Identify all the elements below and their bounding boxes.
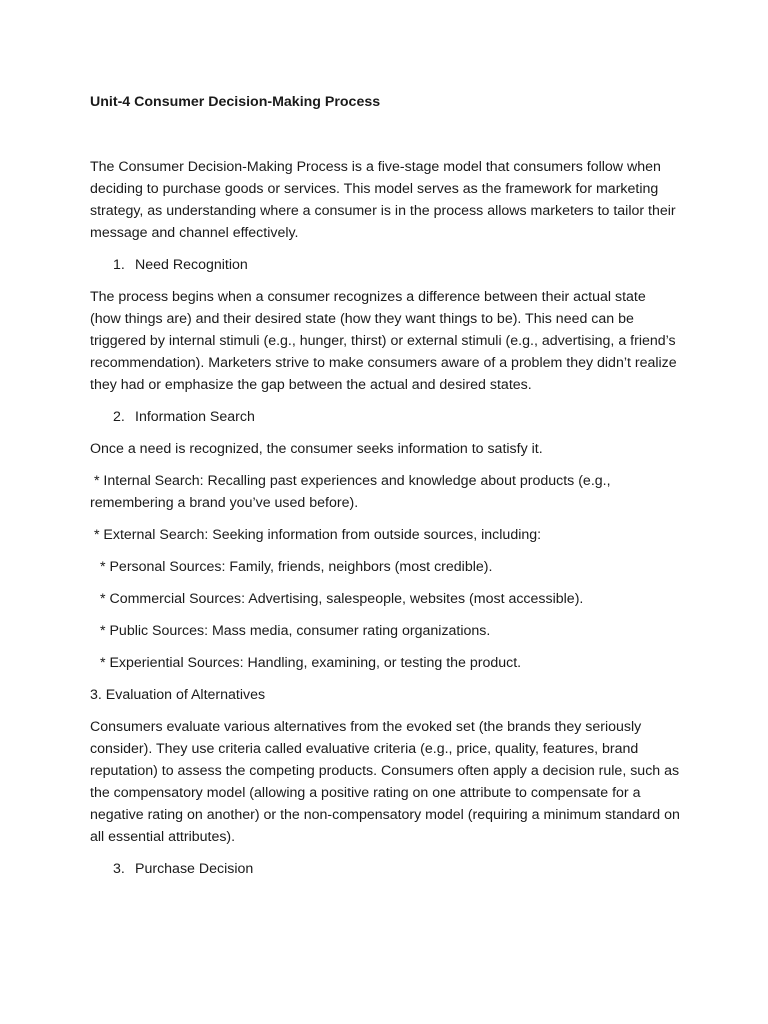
stage-3-heading: 3. Evaluation of Alternatives [90,687,266,703]
stage-1-heading [90,254,680,276]
stage-3-body: Consumers evaluate various alternatives from the evoked set (the brands they seriously consider). They use criteria called evaluative criteria (e.g., price, quality, features, brand reputation) to assess the competing products. Consumers often apply a decision rule, such as the compensatory model (allowing a positive rating on one attribute to compensate for a negative rating on another) or the non-compensatory model (requiring a minimum standard on all essential attributes). [90,719,680,845]
source-commercial: * Commercial Sources: Advertising, salespeople, websites (most accessible). [100,591,584,607]
stage-2-number: 2. [113,409,125,425]
source-public: * Public Sources: Mass media, consumer rating organizations. [100,623,491,639]
stage-4-heading [90,858,680,880]
stage-4-number: 3. [113,861,125,877]
document-page [90,92,680,890]
source-personal: * Personal Sources: Family, friends, neighbors (most credible). [100,559,493,575]
stage-2-title: Information Search [135,409,255,425]
stage-2-body: Once a need is recognized, the consumer seeks information to satisfy it. [90,441,543,457]
stage-2-heading [90,406,680,428]
stage-1-body: The process begins when a consumer recognizes a difference between their actual state (how things are) and their desired state (how they want things to be). This need can be triggered by internal stimuli (e.g., hunger, thirst) or external stimuli (e.g., advertising, a friend’s recommendation). Marketers strive to make consumers aware of a problem they didn’t realize they had or emphasize the gap between the actual and desired states. [90,289,677,393]
document-title: Unit-4 Consumer Decision-Making Process [90,94,381,110]
intro-paragraph: The Consumer Decision-Making Process is a five-stage model that consumers follow when deciding to purchase goods or services. This model serves as the framework for marketing strategy, as understanding where a consumer is in the process allows marketers to tailor their message and channel effectively. [90,159,676,241]
external-search-bullet: * External Search: Seeking information from outside sources, including: [90,527,542,543]
source-experiential: * Experiential Sources: Handling, examining, or testing the product. [100,655,522,671]
stage-1-number: 1. [113,257,125,273]
internal-search-bullet: * Internal Search: Recalling past experiences and knowledge about products (e.g., remembering a brand you’ve used before). [90,473,615,511]
stage-1-title: Need Recognition [135,257,248,273]
stage-4-title: Purchase Decision [135,861,254,877]
